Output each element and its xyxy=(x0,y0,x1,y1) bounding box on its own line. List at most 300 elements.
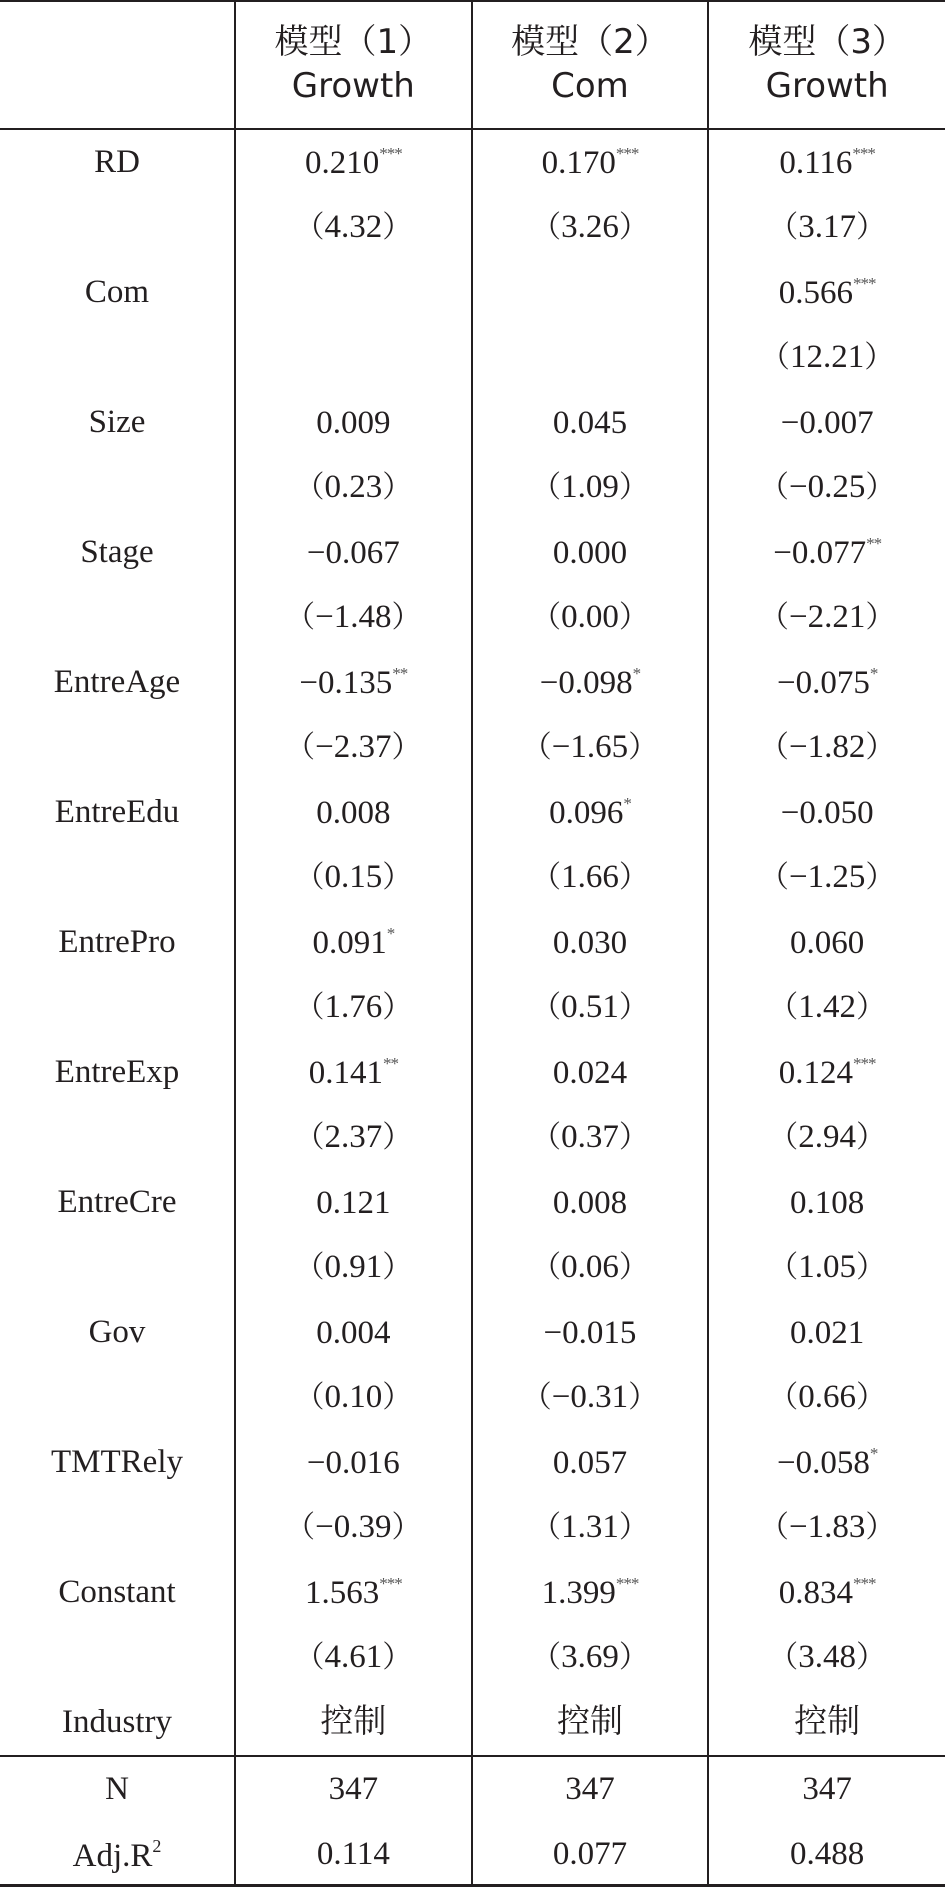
paren-close: ） xyxy=(856,1120,887,1155)
significance-stars: * xyxy=(869,664,878,683)
significance-stars: * xyxy=(386,924,395,943)
t-stat-value: −1.82 xyxy=(788,729,866,765)
paren-open: （ xyxy=(531,210,562,245)
coef-cell xyxy=(472,1430,709,1495)
coef-cell xyxy=(472,1170,709,1235)
t-stat-cell xyxy=(235,455,472,520)
t-stat-value: −1.48 xyxy=(315,599,392,635)
t-stat-value: −0.39 xyxy=(315,1509,392,1545)
t-stat-value: −2.21 xyxy=(788,599,866,635)
coef-cell xyxy=(472,650,709,715)
paren-open: （ xyxy=(531,1640,562,1675)
t-stat-value: 0.51 xyxy=(561,989,619,1025)
t-stat-value: 1.66 xyxy=(561,859,619,895)
coef-cell xyxy=(235,780,472,845)
paren-open: （ xyxy=(294,1120,325,1155)
coef-cell xyxy=(708,1170,945,1235)
paren-open: （ xyxy=(531,1250,562,1285)
t-stat-cell xyxy=(235,715,472,780)
paren-open: （ xyxy=(758,470,789,505)
coef-value: 0.008 xyxy=(316,795,391,831)
coef-value: 0.000 xyxy=(552,535,628,571)
coef-value: 0.091 xyxy=(312,925,387,961)
t-stat-cell xyxy=(472,455,709,520)
t-stat-value: 0.10 xyxy=(324,1379,383,1415)
coef-value: 0.057 xyxy=(552,1445,628,1481)
significance-stars: ** xyxy=(866,534,882,553)
coef-cell xyxy=(708,1040,945,1105)
paren-open: （ xyxy=(531,990,562,1025)
dependent-variable: Com xyxy=(551,66,629,106)
t-stat-cell xyxy=(472,975,709,1040)
paren-close: ） xyxy=(382,990,413,1025)
t-stat-cell xyxy=(708,975,945,1040)
paren-close: ） xyxy=(382,1380,413,1415)
t-stat-row xyxy=(0,585,945,650)
industry-row xyxy=(0,1690,945,1756)
coef-value: 1.399 xyxy=(541,1575,616,1611)
coef-row xyxy=(0,129,945,195)
coef-cell xyxy=(235,1170,472,1235)
t-stat-value: −1.83 xyxy=(788,1509,866,1545)
coef-cell xyxy=(708,910,945,975)
paren-open: （ xyxy=(531,1510,562,1545)
row-label: Constant xyxy=(58,1574,176,1610)
paren-open: （ xyxy=(531,1120,562,1155)
coef-value: 0.124 xyxy=(778,1055,854,1091)
paren-close: ） xyxy=(618,210,649,245)
coef-value: 0.096 xyxy=(549,795,624,831)
header-model-1 xyxy=(235,0,472,129)
coef-cell xyxy=(235,520,472,585)
coef-row xyxy=(0,390,945,455)
t-stat-cell xyxy=(235,975,472,1040)
paren-open: （ xyxy=(758,1510,789,1545)
t-stat-cell xyxy=(472,1365,709,1430)
paren-close: ） xyxy=(382,210,413,245)
t-stat-value: 0.66 xyxy=(798,1379,857,1415)
paren-open: （ xyxy=(768,1120,799,1155)
t-stat-value: 12.21 xyxy=(790,339,865,375)
row-label: RD xyxy=(94,144,140,180)
row-label-blank xyxy=(0,455,235,520)
significance-stars: *** xyxy=(615,144,639,163)
adj-r2-row xyxy=(0,1822,945,1887)
t-stat-value: −0.25 xyxy=(788,469,866,505)
coef-row xyxy=(0,520,945,585)
t-stat-value: 1.09 xyxy=(561,469,619,505)
row-label-blank xyxy=(0,975,235,1040)
coef-value: 0.024 xyxy=(552,1055,628,1091)
paren-open: （ xyxy=(294,210,325,245)
paren-close: ） xyxy=(382,860,413,895)
coef-value: 0.060 xyxy=(790,925,865,961)
adj-r2-label: Adj.R xyxy=(72,1837,153,1874)
t-stat-cell xyxy=(235,1365,472,1430)
coef-value: 0.004 xyxy=(316,1315,391,1351)
coef-cell xyxy=(708,260,945,325)
coef-cell xyxy=(235,1300,472,1365)
significance-stars: * xyxy=(623,794,631,813)
t-stat-cell xyxy=(708,585,945,650)
coef-row xyxy=(0,1560,945,1625)
dependent-variable: Growth xyxy=(291,66,415,106)
paren-open: （ xyxy=(760,340,791,375)
coef-cell xyxy=(708,1560,945,1625)
t-stat-cell xyxy=(235,1235,472,1300)
coef-value: 0.566 xyxy=(778,275,854,311)
paren-close: ） xyxy=(864,340,895,375)
row-label: N xyxy=(0,1756,235,1822)
paren-close: ） xyxy=(391,600,422,635)
t-stat-row xyxy=(0,195,945,260)
coef-value: 0.210 xyxy=(304,145,380,181)
dependent-variable: Growth xyxy=(765,66,889,106)
row-label-blank xyxy=(0,845,235,910)
coef-value: −0.050 xyxy=(780,795,874,831)
paren-close: ） xyxy=(618,1120,649,1155)
t-stat-cell xyxy=(708,1365,945,1430)
t-stat-cell xyxy=(472,1105,709,1170)
header-model-3 xyxy=(708,0,945,129)
coef-value: 0.021 xyxy=(790,1315,865,1351)
t-stat-value: 0.23 xyxy=(324,469,383,505)
model-name: 模型（1） xyxy=(274,21,433,62)
t-stat-cell xyxy=(708,1625,945,1690)
paren-close: ） xyxy=(865,470,896,505)
row-label: EntreCre xyxy=(57,1184,177,1220)
t-stat-value: 2.37 xyxy=(324,1119,383,1155)
paren-close: ） xyxy=(391,1510,422,1545)
significance-stars: * xyxy=(632,664,641,683)
coef-value: 0.030 xyxy=(552,925,628,961)
row-label: EntrePro xyxy=(58,924,176,960)
t-stat-cell xyxy=(472,195,709,260)
n-value: 347 xyxy=(235,1756,472,1822)
t-stat-value: 1.42 xyxy=(798,989,857,1025)
n-value: 347 xyxy=(708,1756,945,1822)
paren-close: ） xyxy=(618,860,649,895)
coef-value: −0.015 xyxy=(543,1315,637,1351)
t-stat-cell xyxy=(708,845,945,910)
coef-row xyxy=(0,650,945,715)
paren-close: ） xyxy=(618,470,649,505)
t-stat-value: 1.31 xyxy=(561,1509,619,1545)
coef-cell xyxy=(472,260,709,325)
paren-close: ） xyxy=(865,600,896,635)
t-stat-cell xyxy=(472,715,709,780)
coef-cell xyxy=(472,520,709,585)
paren-open: （ xyxy=(294,1380,325,1415)
t-stat-cell xyxy=(472,1625,709,1690)
coef-value: −0.016 xyxy=(306,1445,400,1481)
t-stat-value: −1.65 xyxy=(551,729,629,765)
coef-value: −0.007 xyxy=(780,405,874,441)
significance-stars: *** xyxy=(379,1574,402,1593)
t-stat-row xyxy=(0,715,945,780)
industry-control: 控制 xyxy=(708,1690,945,1756)
coef-cell xyxy=(235,650,472,715)
paren-close: ） xyxy=(618,1640,649,1675)
row-label-blank xyxy=(0,1235,235,1300)
coef-row xyxy=(0,1040,945,1105)
significance-stars: ** xyxy=(392,664,408,683)
adj-r2-superscript: 2 xyxy=(152,1835,162,1856)
row-label: Size xyxy=(88,404,146,440)
t-stat-cell xyxy=(235,325,472,390)
t-stat-cell xyxy=(235,1625,472,1690)
row-label-blank xyxy=(0,715,235,780)
n-row xyxy=(0,1756,945,1822)
paren-close: ） xyxy=(856,990,887,1025)
paren-close: ） xyxy=(618,600,649,635)
paren-open: （ xyxy=(521,730,552,765)
coef-value: 0.116 xyxy=(779,145,853,181)
coef-cell xyxy=(472,390,709,455)
row-label-blank xyxy=(0,1105,235,1170)
coef-cell xyxy=(235,260,472,325)
paren-close: ） xyxy=(618,990,649,1025)
t-stat-row xyxy=(0,975,945,1040)
t-stat-value: 4.32 xyxy=(324,209,383,245)
industry-control: 控制 xyxy=(472,1690,709,1756)
t-stat-cell xyxy=(235,1495,472,1560)
coef-cell xyxy=(708,1300,945,1365)
t-stat-value: 1.76 xyxy=(324,989,383,1025)
t-stat-value: 3.17 xyxy=(798,209,857,245)
paren-open: （ xyxy=(768,990,799,1025)
coef-row xyxy=(0,1300,945,1365)
t-stat-value: 3.69 xyxy=(561,1639,619,1675)
t-stat-value: 3.48 xyxy=(798,1639,857,1675)
t-stat-cell xyxy=(708,325,945,390)
t-stat-cell xyxy=(472,1495,709,1560)
coef-value: −0.098 xyxy=(539,665,633,701)
t-stat-value: 0.00 xyxy=(561,599,619,635)
t-stat-value: 2.94 xyxy=(798,1119,857,1155)
paren-open: （ xyxy=(768,210,799,245)
row-label: TMTRely xyxy=(51,1444,183,1480)
coef-cell xyxy=(472,1300,709,1365)
paren-open: （ xyxy=(768,1380,799,1415)
t-stat-value: 3.26 xyxy=(561,209,619,245)
coef-cell xyxy=(708,780,945,845)
paren-close: ） xyxy=(865,730,896,765)
t-stat-row xyxy=(0,1105,945,1170)
row-label: Com xyxy=(84,274,150,310)
t-stat-row xyxy=(0,325,945,390)
paren-close: ） xyxy=(382,470,413,505)
coef-cell xyxy=(708,650,945,715)
paren-open: （ xyxy=(294,1640,325,1675)
t-stat-row xyxy=(0,1365,945,1430)
t-stat-value: 4.61 xyxy=(324,1639,383,1675)
paren-close: ） xyxy=(618,1510,649,1545)
t-stat-value: −2.37 xyxy=(315,729,392,765)
coef-value: 1.563 xyxy=(304,1575,380,1611)
t-stat-cell xyxy=(708,1495,945,1560)
coef-value: 0.009 xyxy=(316,405,391,441)
coef-cell xyxy=(472,129,709,195)
t-stat-cell xyxy=(708,195,945,260)
row-label-blank xyxy=(0,1365,235,1430)
paren-open: （ xyxy=(294,470,325,505)
row-label xyxy=(0,1822,235,1887)
t-stat-cell xyxy=(235,845,472,910)
t-stat-value: 0.06 xyxy=(561,1249,619,1285)
row-label: EntreEdu xyxy=(54,794,180,830)
paren-close: ） xyxy=(628,730,659,765)
paren-close: ） xyxy=(865,1510,896,1545)
paren-close: ） xyxy=(382,1120,413,1155)
coef-cell xyxy=(235,910,472,975)
t-stat-cell xyxy=(235,1105,472,1170)
t-stat-cell xyxy=(708,1235,945,1300)
coef-cell xyxy=(472,910,709,975)
significance-stars: *** xyxy=(853,1054,876,1073)
t-stat-cell xyxy=(472,845,709,910)
row-label-blank xyxy=(0,195,235,260)
t-stat-value: 1.05 xyxy=(798,1249,857,1285)
paren-open: （ xyxy=(294,1250,325,1285)
model-name: 模型（2） xyxy=(511,21,669,62)
t-stat-cell xyxy=(472,585,709,650)
coef-value: 0.121 xyxy=(316,1185,391,1221)
t-stat-row xyxy=(0,1625,945,1690)
paren-open: （ xyxy=(285,1510,316,1545)
n-value: 347 xyxy=(472,1756,709,1822)
significance-stars: *** xyxy=(379,144,402,163)
row-label: Gov xyxy=(88,1314,146,1350)
adj-r2-value: 0.077 xyxy=(472,1822,709,1887)
t-stat-row xyxy=(0,455,945,520)
paren-open: （ xyxy=(531,860,562,895)
coef-value: −0.067 xyxy=(306,535,400,571)
paren-open: （ xyxy=(285,600,316,635)
coef-value: −0.058 xyxy=(776,1445,870,1481)
paren-open: （ xyxy=(768,1640,799,1675)
paren-open: （ xyxy=(531,470,562,505)
paren-open: （ xyxy=(285,730,316,765)
coef-cell xyxy=(472,780,709,845)
t-stat-value: 0.15 xyxy=(324,859,383,895)
coef-value: 0.170 xyxy=(541,145,616,181)
paren-close: ） xyxy=(382,1250,413,1285)
paren-open: （ xyxy=(531,600,562,635)
paren-close: ） xyxy=(618,1250,649,1285)
coef-cell xyxy=(472,1040,709,1105)
header-corner xyxy=(0,0,235,129)
coef-cell xyxy=(708,520,945,585)
t-stat-value: 0.91 xyxy=(324,1249,383,1285)
paren-close: ） xyxy=(865,860,896,895)
paren-open: （ xyxy=(521,1380,552,1415)
row-label: Stage xyxy=(80,534,154,570)
t-stat-cell xyxy=(472,1235,709,1300)
adj-r2-value: 0.488 xyxy=(708,1822,945,1887)
paren-close: ） xyxy=(856,210,887,245)
header-row xyxy=(0,0,945,129)
t-stat-cell xyxy=(708,1105,945,1170)
row-label: Industry xyxy=(62,1704,172,1740)
paren-open: （ xyxy=(294,990,325,1025)
paren-close: ） xyxy=(628,1380,659,1415)
row-label: EntreAge xyxy=(53,664,181,700)
coef-value: −0.135 xyxy=(299,665,393,701)
coef-cell xyxy=(235,390,472,455)
paren-close: ） xyxy=(856,1250,887,1285)
t-stat-cell xyxy=(235,195,472,260)
coef-row xyxy=(0,910,945,975)
adj-r2-value: 0.114 xyxy=(235,1822,472,1887)
coef-row xyxy=(0,1430,945,1495)
t-stat-cell xyxy=(708,715,945,780)
significance-stars: *** xyxy=(852,144,875,163)
paren-open: （ xyxy=(758,860,789,895)
paren-open: （ xyxy=(768,1250,799,1285)
coef-value: 0.141 xyxy=(308,1055,383,1091)
coef-cell xyxy=(235,1040,472,1105)
t-stat-cell xyxy=(235,585,472,650)
significance-stars: *** xyxy=(853,274,876,293)
row-label-blank xyxy=(0,1495,235,1560)
t-stat-cell xyxy=(472,325,709,390)
t-stat-value: −0.31 xyxy=(551,1379,629,1415)
paren-open: （ xyxy=(758,600,789,635)
t-stat-value: 0.37 xyxy=(561,1119,619,1155)
t-stat-row xyxy=(0,845,945,910)
paren-close: ） xyxy=(856,1640,887,1675)
coef-cell xyxy=(235,129,472,195)
coef-row xyxy=(0,1170,945,1235)
t-stat-row xyxy=(0,1235,945,1300)
coef-cell xyxy=(708,129,945,195)
coef-value: 0.834 xyxy=(778,1575,854,1611)
row-label-blank xyxy=(0,1625,235,1690)
coef-cell xyxy=(472,1560,709,1625)
header-model-2 xyxy=(472,0,709,129)
row-label-blank xyxy=(0,585,235,650)
coef-value: 0.008 xyxy=(552,1185,628,1221)
coef-cell xyxy=(235,1560,472,1625)
coef-value: −0.075 xyxy=(776,665,870,701)
coef-cell xyxy=(708,1430,945,1495)
significance-stars: ** xyxy=(382,1054,398,1073)
row-label: EntreExp xyxy=(54,1054,180,1090)
coef-value: 0.108 xyxy=(790,1185,865,1221)
significance-stars: *** xyxy=(615,1574,639,1593)
model-name: 模型（3） xyxy=(748,21,906,62)
paren-open: （ xyxy=(758,730,789,765)
industry-control: 控制 xyxy=(235,1690,472,1756)
significance-stars: * xyxy=(869,1444,878,1463)
coef-value: 0.045 xyxy=(552,405,628,441)
paren-close: ） xyxy=(856,1380,887,1415)
coef-cell xyxy=(235,1430,472,1495)
coef-cell xyxy=(708,390,945,455)
t-stat-value: −1.25 xyxy=(788,859,866,895)
row-label-blank xyxy=(0,325,235,390)
significance-stars: *** xyxy=(853,1574,876,1593)
coef-row xyxy=(0,260,945,325)
coef-value: −0.077 xyxy=(773,535,867,571)
coef-row xyxy=(0,780,945,845)
paren-close: ） xyxy=(391,730,422,765)
t-stat-cell xyxy=(708,455,945,520)
t-stat-row xyxy=(0,1495,945,1560)
paren-close: ） xyxy=(382,1640,413,1675)
paren-open: （ xyxy=(294,860,325,895)
